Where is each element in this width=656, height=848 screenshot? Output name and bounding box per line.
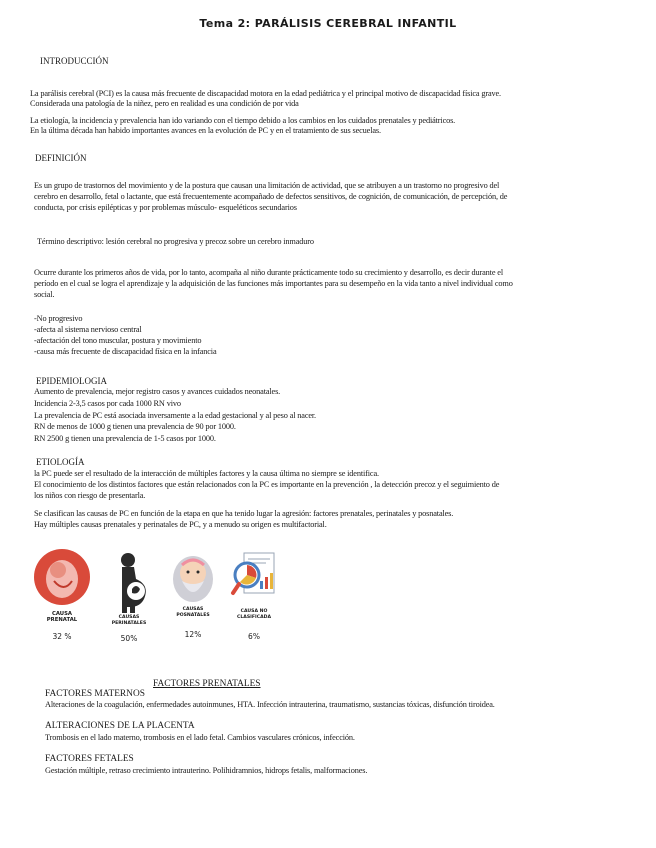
intro-line: La parálisis cerebral (PCI) es la causa más frecuente de discapacidad motora en la edad pediátrica y el principal motivo de discapacidad física grave. [30, 89, 501, 98]
factores-group-title: FACTORES MATERNOS [45, 689, 145, 699]
epidemiologia-line: RN 2500 g tienen una prevalencia de 1-5 casos por 1000. [34, 434, 216, 443]
intro-heading: INTRODUCCIÓN [40, 56, 109, 66]
factores-group-title: FACTORES FETALES [45, 754, 134, 764]
cause-value: 50% [120, 634, 138, 643]
epidemiologia-line: RN de menos de 1000 g tienen una prevalencia de 90 por 1000. [34, 422, 236, 431]
definicion-list-item: -afectación del tono muscular, postura y movimiento [34, 336, 202, 345]
definicion-list-item: -No progresivo [34, 314, 83, 323]
epidemiologia-line: La prevalencia de PC está asociada inversamente a la edad gestacional y al peso al nacer. [34, 411, 316, 420]
etiologia-heading: ETIOLOGÍA [36, 457, 85, 467]
factores-group-text: Alteraciones de la coagulación, enfermedades autoinmunes, HTA. Infección intrauterina, traumatismo, sustancias tóxicas, disfunción tiroidea. [45, 700, 495, 709]
intro-line: Considerada una patología de la niñez, pero en realidad es una condición de por vida [30, 99, 299, 108]
factores-group-text: Gestación múltiple, retraso crecimiento intrauterino. Polihidramnios, hidrops fetalis, malformaciones. [45, 766, 368, 775]
magnifier-chart-icon [230, 551, 280, 607]
definicion-list-item: -causa más frecuente de discapacidad física en la infancia [34, 347, 217, 356]
definicion-heading: DEFINICIÓN [35, 153, 87, 163]
cause-label: CAUSAS POSNATALES [176, 607, 210, 618]
cause-value: 12% [184, 630, 202, 639]
etiologia-line: Se clasifican las causas de PC en función de la etapa en que ha tenido lugar la agresión: factores prenatales, perinatales y posnatales. [34, 509, 454, 518]
cause-label: CAUSA PRENATAL [46, 611, 78, 623]
epidemiologia-heading: EPIDEMIOLOGIA [36, 376, 107, 386]
epidemiologia-line: Aumento de prevalencia, mejor registro casos y avances cuidados neonatales. [34, 387, 281, 396]
etiologia-line: Hay múltiples causas prenatales y perinatales de PC, y a menudo su origen es multifactorial. [34, 520, 327, 529]
intro-line: En la última década han habido importantes avances en la evolución de PC y en el tratamiento de sus secuelas. [30, 126, 381, 135]
epidemiologia-line: Incidencia 2-3,5 casos por cada 1000 RN vivo [34, 399, 181, 408]
factores-group-text: Trombosis en el lado materno, trombosis en el lado fetal. Cambios vasculares crónicos, infección. [45, 733, 355, 742]
cause-label: CAUSAS PERINATALES [111, 615, 147, 626]
definicion-list-item: -afecta al sistema nervioso central [34, 325, 142, 334]
etiologia-line: la PC puede ser el resultado de la interacción de múltiples factores y la causa última no siempre se identifica. [34, 469, 379, 478]
page-title: Tema 2: PARÁLISIS CEREBRAL INFANTIL [199, 17, 457, 30]
definicion-line: Ocurre durante los primeros años de vida, por lo tanto, acompaña al niño durante prácticamente todo su crecimiento y desarrollo, es decir durante el [34, 268, 503, 277]
causes-infographic [30, 545, 280, 650]
intro-line: La etiología, la incidencia y prevalencia han ido variando con el tiempo debido a los cambios en los cuidados prenatales y pediátricos. [30, 116, 456, 125]
cause-label: CAUSA NO CLASIFICADA [236, 609, 271, 620]
factores-group-title: ALTERACIONES DE LA PLACENTA [45, 721, 195, 731]
definicion-line: cerebro en desarrollo, fetal o lactante, que está frecuentemente acompañado de defectos sensitivos, de cognición, de comunicación, de percepción, de [34, 192, 508, 201]
definicion-line: social. [34, 290, 55, 299]
definicion-line: Es un grupo de trastornos del movimiento y de la postura que causan una limitación de actividad, que se atribuyen a un trastorno no progresivo del [34, 181, 500, 190]
cause-value: 6% [248, 632, 260, 641]
fetus-icon [32, 547, 92, 607]
factores-heading: FACTORES PRENATALES [153, 679, 261, 689]
definicion-line: conducta, por crisis epilépticas y por problemas músculo- esqueléticos secundarios [34, 203, 297, 212]
definicion-term: Término descriptivo: lesión cerebral no progresiva y precoz sobre un cerebro inmaduro [37, 237, 314, 246]
etiologia-line: los niños con riesgo de presentarla. [34, 491, 146, 500]
definicion-line: período en el cual se logra el aprendizaje y la adquisición de las funciones más importantes para su desempeño en la vida tanto a nivel individual como [34, 279, 513, 288]
cause-value: 32 % [52, 632, 72, 641]
baby-icon [170, 551, 216, 603]
pregnant-icon [102, 551, 156, 613]
etiologia-line: El conocimiento de los distintos factores que están relacionados con la PC es importante en la prevención , la detección precoz y el seguimiento de [34, 480, 500, 489]
